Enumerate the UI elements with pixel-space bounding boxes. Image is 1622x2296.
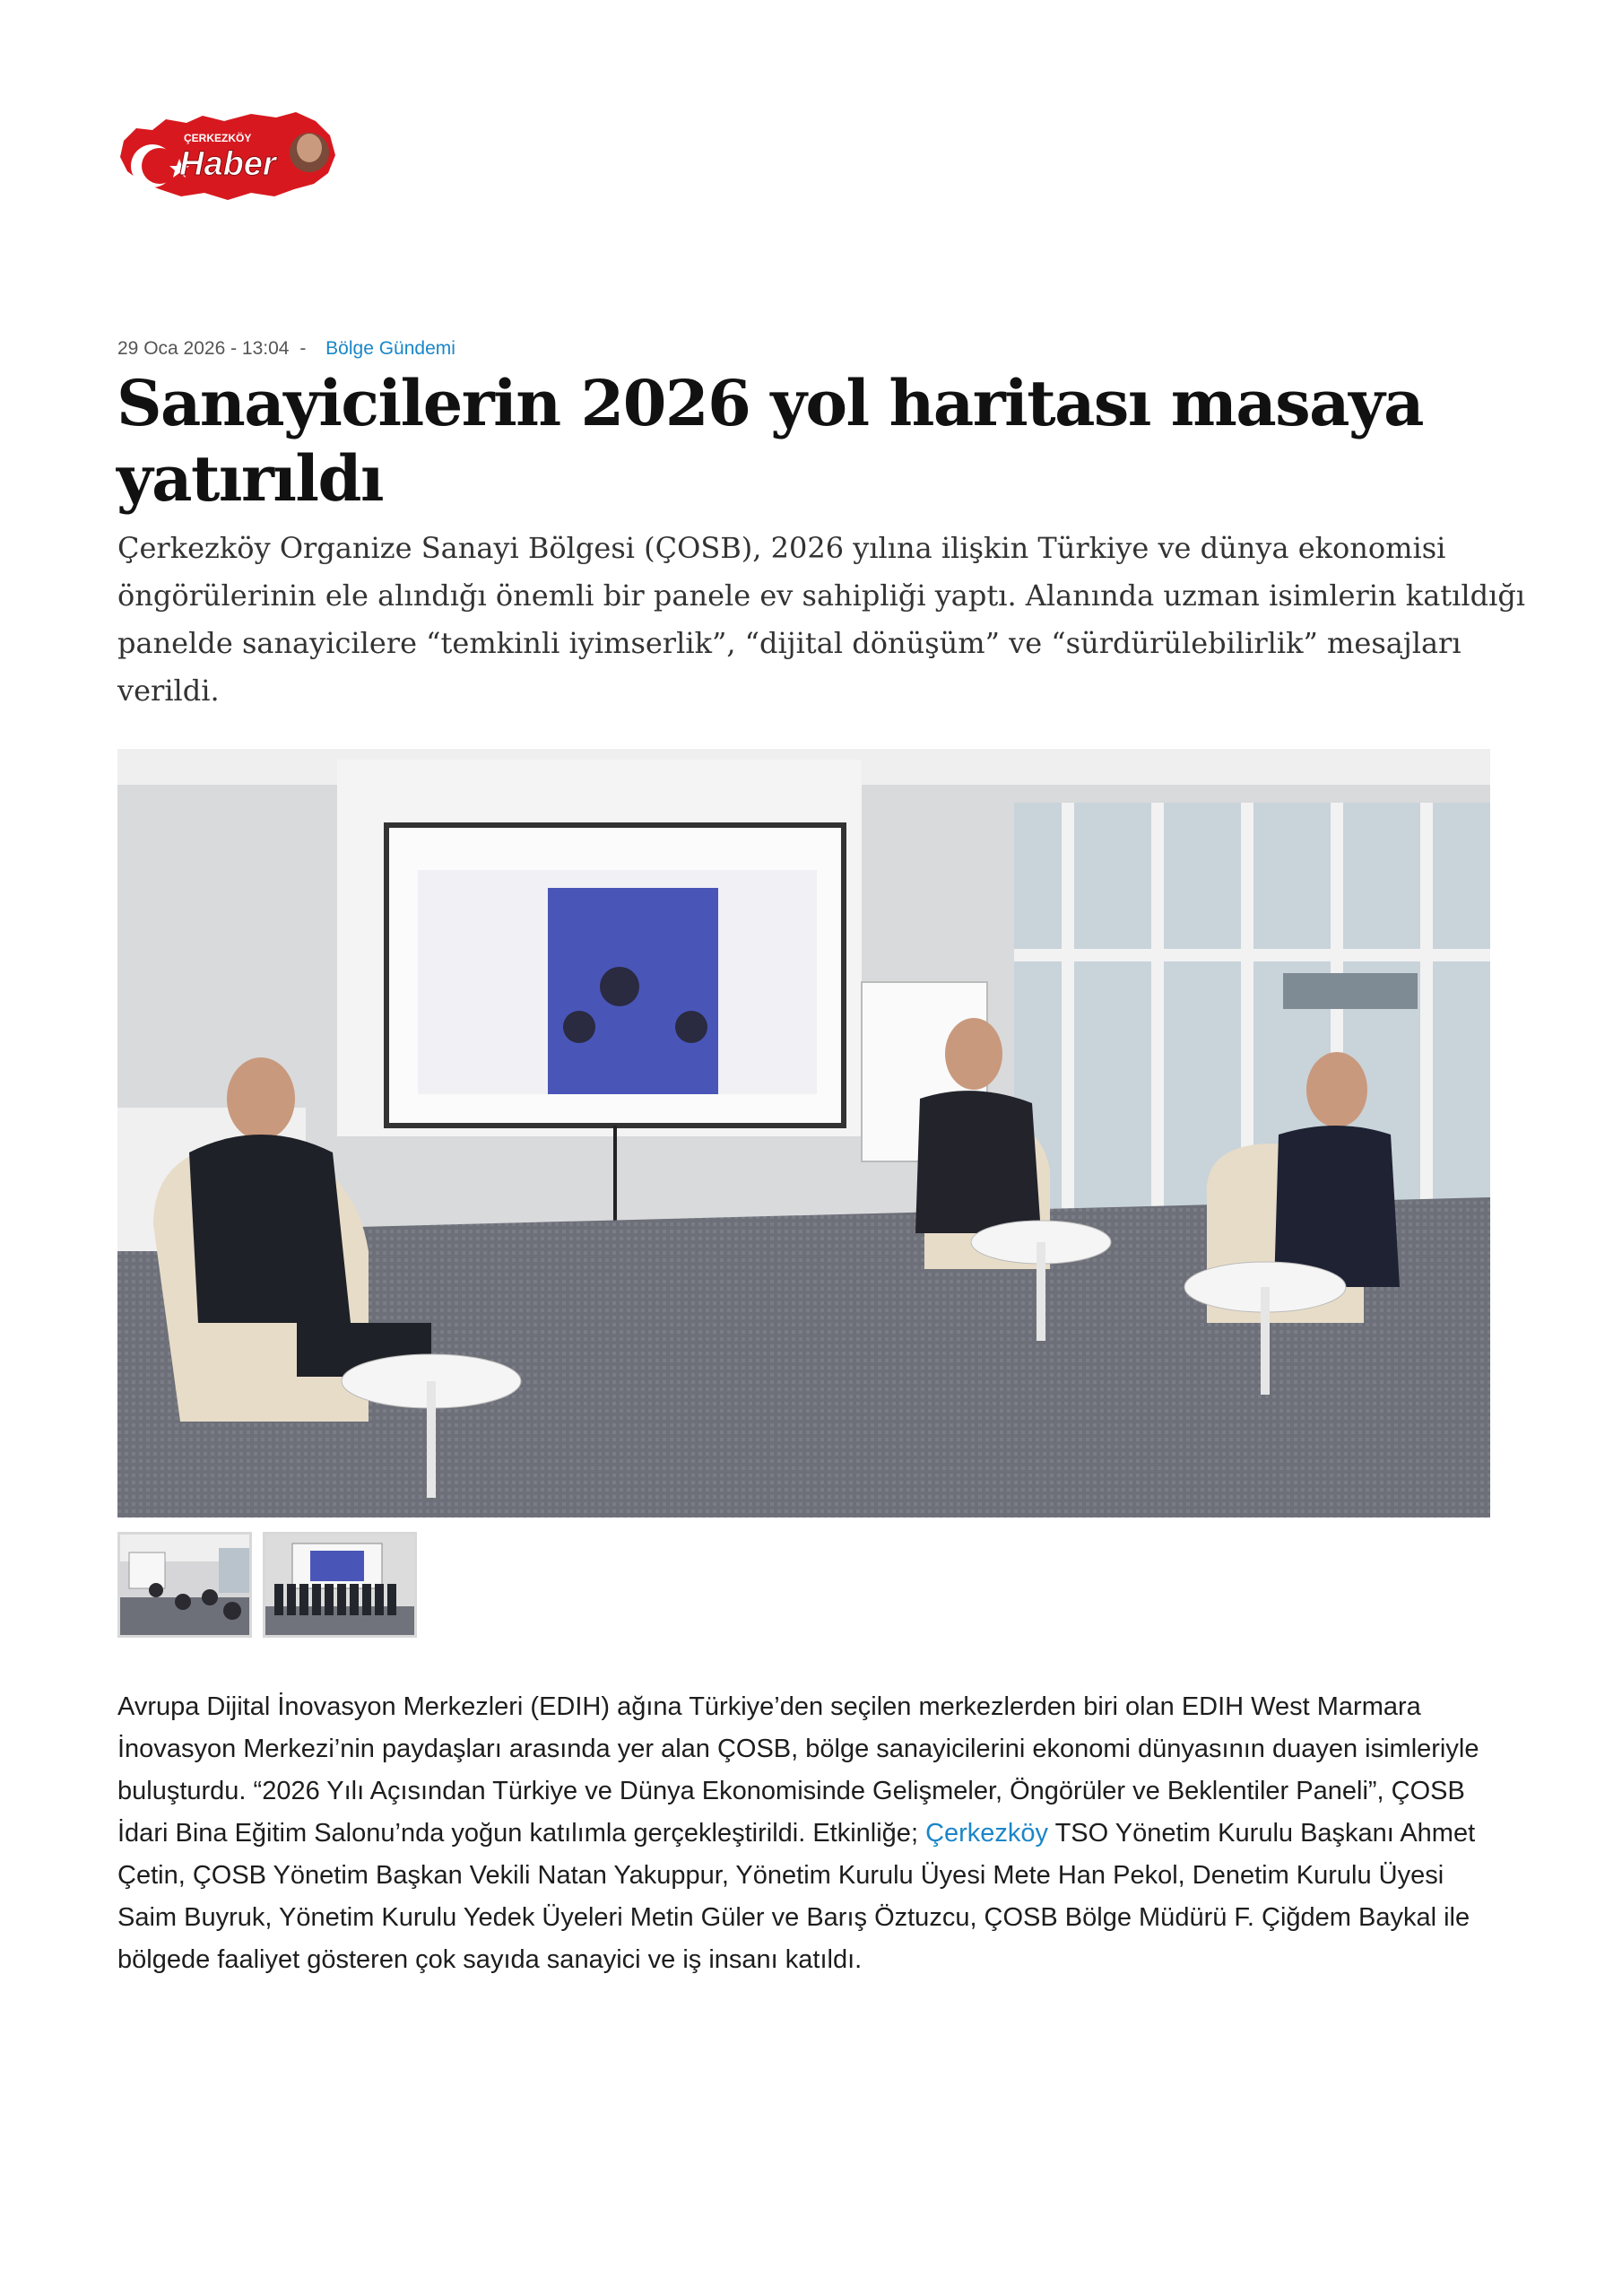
gallery-thumbnail-1[interactable] bbox=[117, 1532, 252, 1638]
thumbnail-image bbox=[265, 1535, 414, 1635]
article-body bbox=[117, 1686, 1498, 1981]
article-lead: Çerkezköy Organize Sanayi Bölgesi (ÇOSB), 2026 yılına ilişkin Türkiye ve dünya ekonomisi öngörülerinin ele alındığı önemli bir panele ev sahipliği yaptı. Alanında uzman isimlerin katıldığı panelde sanayicilere “temkinli iyimserlik”, “dijital dönüşüm” ve “sürdürülebilirlik” mesajları verildi. bbox=[117, 531, 1526, 708]
body-text-part-1: Avrupa Dijital İnovasyon Merkezleri (EDIH) ağına Türkiye’den seçilen merkezlerden biri olan EDIH West Marmara İnovasyon Merkezi’nin paydaşları arasında yer alan ÇOSB, bölge sanayicilerini ekonomi dünyasının duayen isimleriyle buluşturdu. “2026 Yılı Açısından Türkiye ve Dünya Ekonomisinde Gelişmeler, Öngörüler ve Beklentiler Paneli”, ÇOSB İdari Bina Eğitim Salonu’nda yoğun katılımla gerçekleştirildi. Etkinliğe; bbox=[117, 1692, 1479, 1848]
panel-photo-image bbox=[117, 749, 1490, 1518]
thumbnail-image bbox=[120, 1535, 249, 1635]
gallery-thumbnail-2[interactable] bbox=[263, 1532, 417, 1638]
body-text-part-2: TSO Yönetim Kurulu Başkanı Ahmet Çetin, ÇOSB Yönetim Başkan Vekili Natan Yakuppur, Yönetim Kurulu Üyesi Mete Han Pekol, Denetim Kurulu Üyesi Saim Buyruk, Yönetim Kurulu Yedek Üyeleri Metin Güler ve Barış Öztuzcu, ÇOSB Bölge Müdürü F. Çiğdem Baykal ile bölgede faaliyet gösteren çok sayıda sanayici ve iş insanı katıldı. bbox=[117, 1819, 1476, 1974]
turkey-map-logo-icon bbox=[117, 103, 341, 206]
logo-small-text: ÇERKEZKÖY bbox=[184, 132, 252, 144]
article-meta bbox=[117, 338, 455, 360]
logo-big-text: Haber bbox=[179, 145, 276, 183]
article-date: 29 Oca 2026 - 13:04 bbox=[117, 338, 290, 359]
body-inline-link[interactable]: Çerkezköy bbox=[925, 1819, 1049, 1848]
meta-separator: - bbox=[299, 338, 307, 359]
category-link[interactable]: Bölge Gündemi bbox=[325, 338, 455, 359]
article-title: Sanayicilerin 2026 yol haritası masaya yatırıldı bbox=[117, 366, 1424, 516]
site-logo[interactable] bbox=[117, 103, 341, 206]
gallery-thumbnails bbox=[117, 1532, 417, 1638]
hero-photo[interactable] bbox=[117, 749, 1490, 1518]
